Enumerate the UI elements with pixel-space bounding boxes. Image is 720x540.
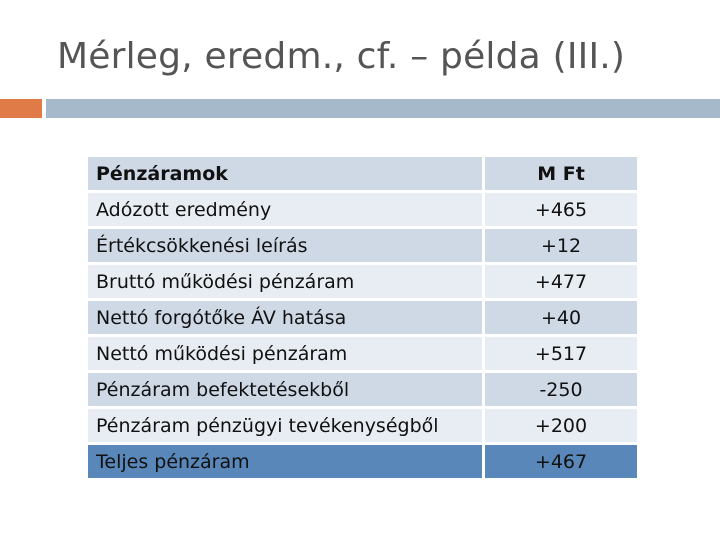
title-accent-bar-blue [46,99,720,118]
total-label-cell: Teljes pénzáram [88,445,485,481]
row-value-cell: +477 [485,265,637,301]
cash-flow-table [88,157,637,481]
total-value-cell: +467 [485,445,637,481]
row-label-cell: Nettó működési pénzáram [88,337,485,373]
table-row [88,229,637,265]
header-label-cell: Pénzáramok [88,157,485,193]
row-value-cell: +40 [485,301,637,337]
row-label-cell: Nettó forgótőke ÁV hatása [88,301,485,337]
table-header-row [88,157,637,193]
title-accent-bar-orange [0,99,42,118]
table-row [88,301,637,337]
row-label-cell: Adózott eredmény [88,193,485,229]
row-value-cell: +517 [485,337,637,373]
table-row [88,409,637,445]
table-row [88,337,637,373]
row-value-cell: -250 [485,373,637,409]
row-value-cell: +465 [485,193,637,229]
row-value-cell: +12 [485,229,637,265]
table-total-row [88,445,637,481]
row-label-cell: Értékcsökkenési leírás [88,229,485,265]
header-value-cell: M Ft [485,157,637,193]
table-row [88,373,637,409]
row-label-cell: Pénzáram befektetésekből [88,373,485,409]
table-row [88,265,637,301]
row-value-cell: +200 [485,409,637,445]
slide-title: Mérleg, eredm., cf. – példa (III.) [57,36,626,77]
row-label-cell: Pénzáram pénzügyi tevékenységből [88,409,485,445]
table-row [88,193,637,229]
row-label-cell: Bruttó működési pénzáram [88,265,485,301]
